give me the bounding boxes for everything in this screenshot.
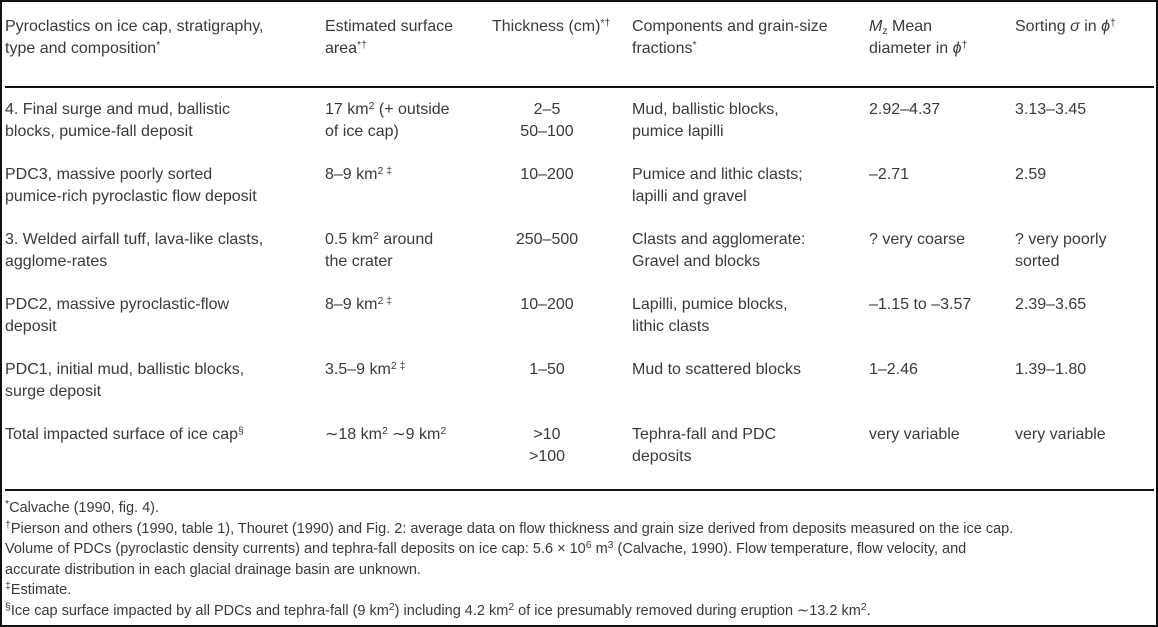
table-cell-mean-diameter: 2.92–4.37: [869, 101, 941, 118]
table-cell-composition: 3. Welded airfall tuff, lava-like clasts, agglome-rates: [5, 231, 264, 270]
table-cell-components: Tephra-fall and PDC deposits: [632, 426, 777, 465]
table-cell-sorting: very variable: [1015, 426, 1106, 443]
table-cell-components: Pumice and lithic clasts; lapilli and gravel: [632, 166, 803, 205]
table-header-row: [5, 2, 1154, 86]
table-cell-surface-area: 8–9 $km^{2 \ddagger}$: [325, 295, 393, 313]
footnotes: [5, 491, 1154, 621]
table-cell-mean-diameter: very variable: [869, 426, 960, 443]
table-row: [5, 424, 1154, 489]
table-cell-composition: PDC3, massive poorly sorted pumice-rich pyroclastic flow deposit: [5, 166, 257, 205]
table-cell-thickness: 10–200: [520, 166, 574, 183]
table-cell-thickness: 2–5 50–100: [520, 101, 574, 140]
table-cell-sorting: 3.13–3.45: [1015, 101, 1087, 118]
footnote-line: Volume of PDCs (pyroclastic density currents) and tephra-fall deposits on ice cap: $5.6 \times 10^6$ $m^3$ (Calvache, 1990). Flow temperature, flow velocity, and: [5, 539, 967, 557]
footnote-line: §Ice cap surface impacted by all PDCs and tephra-fall (9 $km^2$) including 4.2 $km^2$ of ice presumably removed during eruption ∼13.2 $km^2$.: [5, 600, 871, 619]
table-cell-surface-area: ∼18 $km^2$ ∼9 $km^2$: [325, 425, 447, 443]
table-cell-components: Clasts and agglomerate: Gravel and blocks: [632, 231, 806, 270]
table-cell-thickness: 1–50: [529, 361, 565, 378]
table-cell-composition: PDC1, initial mud, ballistic blocks, surge deposit: [5, 361, 245, 400]
table-cell-sorting: 1.39–1.80: [1015, 361, 1087, 378]
table-cell-surface-area: 17 $km^2$ (+ outside of ice cap): [325, 100, 450, 140]
column-header-sorting: Sorting σ in ϕ†: [1015, 17, 1116, 35]
table-cell-mean-diameter: –1.15 to –3.57: [869, 296, 972, 313]
column-header-composition: Pyroclastics on ice cap, stratigraphy, type and composition*: [5, 18, 264, 57]
table-cell-components: Mud to scattered blocks: [632, 361, 801, 378]
column-header-mean-diameter: $M_z$ Mean diameter in ϕ†: [869, 18, 968, 57]
table-cell-thickness: 250–500: [515, 231, 579, 248]
table-cell-mean-diameter: ? very coarse: [869, 231, 966, 248]
footnote-line: ‡Estimate.: [5, 580, 72, 598]
table-row: [5, 294, 1154, 359]
table-cell-surface-area: 0.5 $km^2$ around the crater: [325, 230, 434, 270]
table-cell-components: Lapilli, pumice blocks, lithic clasts: [632, 296, 788, 335]
table-row: [5, 229, 1154, 294]
table-cell-thickness: 10–200: [520, 296, 574, 313]
footnote-line: †Pierson and others (1990, table 1), Thouret (1990) and Fig. 2: average data on flow thickness and grain size derived from deposits measured on the ice cap.: [5, 518, 1014, 537]
table-cell-sorting: 2.59: [1015, 166, 1047, 183]
table-row: [5, 164, 1154, 229]
table-body: [5, 88, 1154, 489]
table-cell-mean-diameter: –2.71: [869, 166, 910, 183]
table-container: [2, 2, 1156, 621]
table-cell-mean-diameter: 1–2.46: [869, 361, 918, 378]
table-cell-surface-area: 3.5–9 $km^{2 \ddagger}$: [325, 360, 406, 378]
table-cell-composition: 4. Final surge and mud, ballistic blocks, pumice-fall deposit: [5, 101, 230, 140]
table-row: [5, 99, 1154, 164]
table-cell-components: Mud, ballistic blocks, pumice lapilli: [632, 101, 779, 140]
table-cell-surface-area: 8–9 $km^{2 \ddagger}$: [325, 165, 393, 183]
footnote-line: *Calvache (1990, fig. 4).: [5, 498, 160, 516]
table-row: [5, 359, 1154, 424]
table-cell-composition: Total impacted surface of ice cap§: [5, 425, 244, 443]
column-header-thickness: Thickness (cm)*†: [492, 17, 611, 35]
column-header-components: Components and grain-size fractions*: [632, 18, 828, 57]
column-header-surface-area: Estimated surface area*†: [325, 18, 454, 57]
table-cell-composition: PDC2, massive pyroclastic-flow deposit: [5, 296, 230, 335]
table-cell-sorting: 2.39–3.65: [1015, 296, 1087, 313]
table-cell-sorting: ? very poorly sorted: [1015, 231, 1107, 270]
footnote-line: accurate distribution in each glacial drainage basin are unknown.: [5, 561, 421, 578]
table-cell-thickness: >10 >100: [528, 426, 566, 465]
